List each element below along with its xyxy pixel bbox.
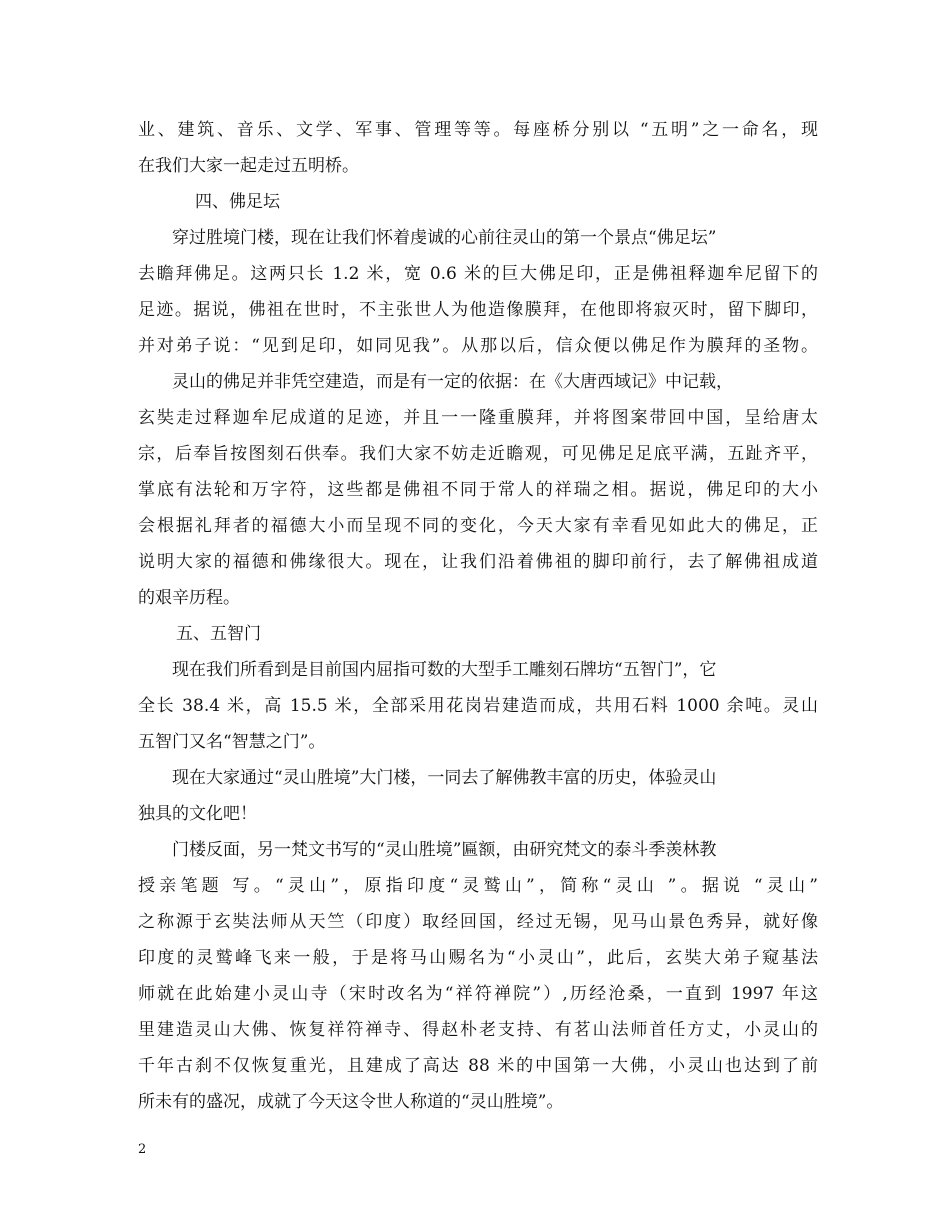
text-line: 宗，后奉旨按图刻石供奉。我们大家不妨走近瞻观，可见佛足足底平满，五趾齐平， (138, 444, 818, 464)
text-line: 业、建筑、音乐、文学、军事、管理等等。每座桥分别以 “五明”之一命名，现 (138, 120, 818, 140)
text-line: 穿过胜境门楼，现在让我们怀着虔诚的心前往灵山的第一个景点“佛足坛” (172, 228, 717, 248)
text-line: 掌底有法轮和万字符，这些都是佛祖不同于常人的祥瑞之相。据说，佛足印的大小 (138, 480, 818, 500)
text-line: 足迹。据说，佛祖在世时，不主张世人为他造像膜拜，在他即将寂灭时，留下脚印， (138, 300, 818, 320)
text-line: 玄奘走过释迦牟尼成道的足迹，并且一一隆重膜拜，并将图案带回中国，呈给唐太 (138, 408, 818, 428)
section-heading: 五、五智门 (176, 624, 261, 644)
section-heading: 四、佛足坛 (195, 192, 280, 212)
text-line: 去瞻拜佛足。这两只长 1.2 米，宽 0.6 米的巨大佛足印，正是佛祖释迦牟尼留下的 (138, 264, 818, 284)
text-line: 并对弟子说：“见到足印，如同见我”。从那以后，信众便以佛足作为膜拜的圣物。 (138, 336, 818, 356)
text-line: 的艰辛历程。 (138, 588, 240, 608)
text-line: 会根据礼拜者的福德大小而呈现不同的变化，今天大家有幸看见如此大的佛足，正 (138, 516, 818, 536)
text-line: 说明大家的福德和佛缘很大。现在，让我们沿着佛祖的脚印前行，去了解佛祖成道 (138, 552, 818, 572)
text-line: 五智门又名“智慧之门”。 (138, 732, 326, 752)
text-line: 灵山的佛足并非凭空建造，而是有一定的依据：在《大唐西域记》中记载， (172, 372, 733, 392)
text-line: 门楼反面，另一梵文书写的“灵山胜境”匾额，由研究梵文的泰斗季羡林教 (172, 840, 717, 860)
text-line: 师就在此始建小灵山寺（宋时改名为“祥符禅院”）,历经沧桑，一直到 1997 年这 (138, 984, 818, 1004)
text-line: 所未有的盛况，成就了今天这令世人称道的“灵山胜境”。 (138, 1092, 564, 1112)
document-body (138, 112, 818, 1120)
text-line: 里建造灵山大佛、恢复祥符禅寺、得赵朴老支持、有茗山法师首任方丈，小灵山的 (138, 1020, 818, 1040)
text-line: 全长 38.4 米，高 15.5 米，全部采用花岗岩建造而成，共用石料 1000 余吨。灵山 (138, 696, 818, 716)
text-line: 现在大家通过“灵山胜境”大门楼，一同去了解佛教丰富的历史，体验灵山 (172, 768, 717, 788)
text-line: 授亲笔题 写。“灵山”，原指印度“灵鹫山”，简称“灵山 ”。据说 “灵山” (138, 876, 818, 896)
text-line: 在我们大家一起走过五明桥。 (138, 156, 359, 176)
page-number: 2 (138, 1142, 147, 1157)
text-line: 现在我们所看到是目前国内屈指可数的大型手工雕刻石牌坊“五智门”，它 (172, 660, 717, 680)
text-line: 独具的文化吧！ (138, 804, 257, 824)
text-line: 千年古刹不仅恢复重光，且建成了高达 88 米的中国第一大佛，小灵山也达到了前 (138, 1056, 818, 1076)
text-line: 印度的灵鹫峰飞来一般，于是将马山赐名为“小灵山”，此后，玄奘大弟子窥基法 (138, 948, 818, 968)
text-line: 之称源于玄奘法师从天竺（印度）取经回国，经过无锡，见马山景色秀异，就好像 (138, 912, 818, 932)
